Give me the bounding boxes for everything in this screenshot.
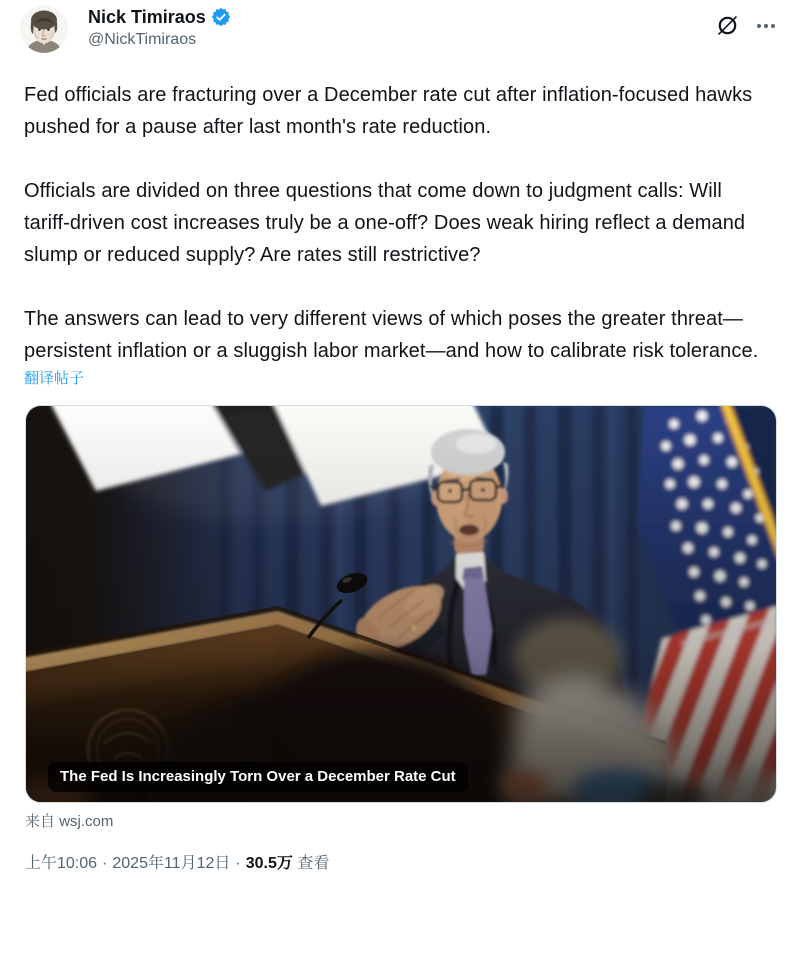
tweet-header — [0, 0, 794, 53]
powell-press-conference-photo — [26, 406, 776, 802]
tweet-date: 2025年11月12日 — [112, 855, 231, 872]
grok-button[interactable] — [715, 13, 740, 38]
media-caption-badge: The Fed Is Increasingly Torn Over a December Rate Cut — [48, 762, 468, 792]
card-source-link[interactable] — [25, 812, 770, 832]
display-name[interactable]: Nick Timiraos — [88, 7, 206, 27]
views-label: 查看 — [297, 855, 330, 872]
article-media-card[interactable] — [25, 405, 777, 803]
tweet-time: 上午10:06 — [25, 855, 98, 872]
card-source-domain: wsj.com — [59, 813, 114, 830]
avatar-sketch — [20, 5, 68, 53]
user-names — [88, 5, 231, 50]
avatar[interactable] — [20, 5, 68, 53]
user-handle[interactable]: @NickTimiraos — [88, 31, 197, 48]
tweet-meta — [25, 853, 770, 874]
translate-post-link[interactable]: 翻译帖子 — [24, 370, 85, 387]
views-count: 30.5万 — [245, 855, 293, 872]
ellipsis-icon — [754, 14, 778, 38]
separator-dot: · — [235, 855, 241, 872]
tweet-paragraph: Fed officials are fracturing over a December rate cut after inflation-focused hawks pushed for a pause after last month's rate reduction. — [24, 84, 753, 138]
verified-badge-icon — [211, 7, 231, 27]
card-source-prefix: 来自 — [25, 813, 56, 830]
tweet-text — [24, 79, 770, 367]
tweet-paragraph: Officials are divided on three questions that come down to judgment calls: Will tariff-driven cost increases truly be a one-off? Does weak hiring reflect a demand slump or reduced supply? Are rates still restrictive? — [24, 180, 746, 266]
grok-icon — [715, 13, 740, 38]
separator-dot: · — [102, 855, 108, 872]
more-button[interactable] — [754, 14, 778, 38]
tweet-paragraph: The answers can lead to very different views of which poses the greater threat—persistent inflation or a sluggish labor market—and how to calibrate risk tolerance. — [24, 308, 759, 362]
